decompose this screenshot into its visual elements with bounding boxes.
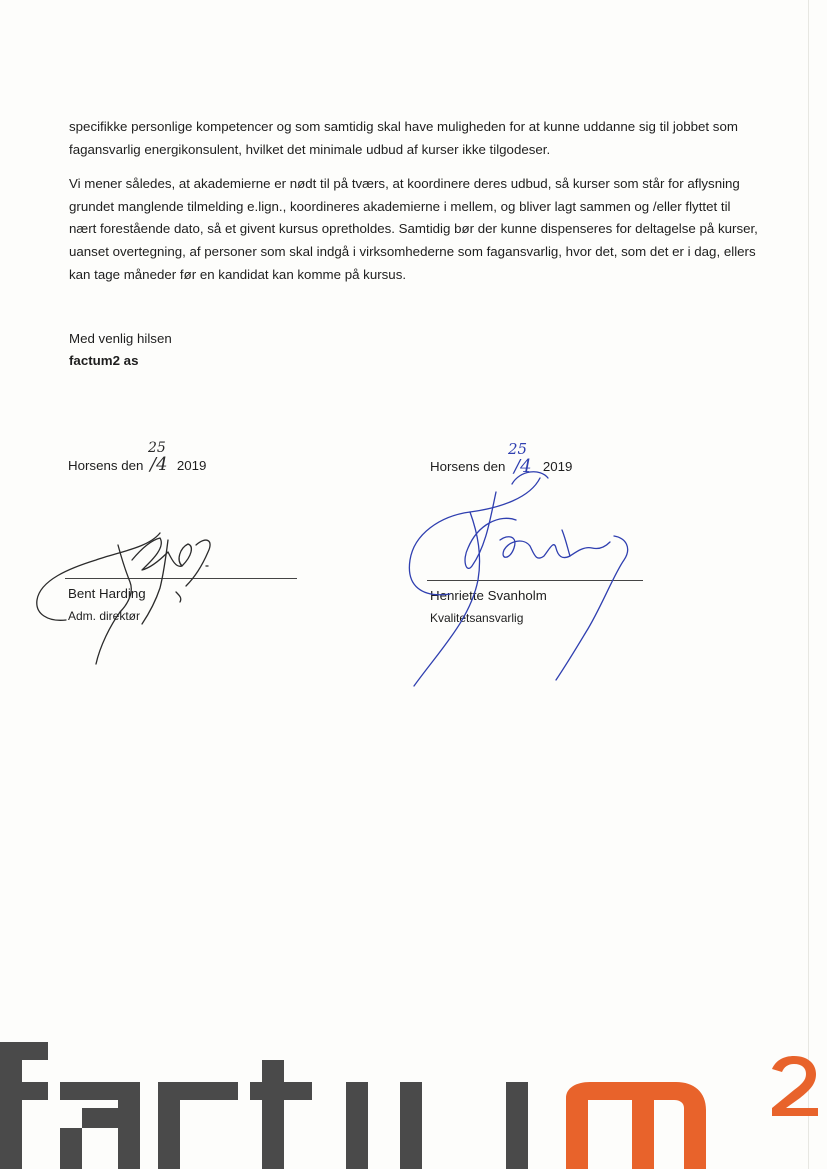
factum2-logo [0,1000,827,1169]
signature-line [427,580,643,581]
signatory-title: Adm. direktør [68,609,141,623]
signature-date [430,457,572,477]
company-name: factum2 as [69,353,139,368]
logo-wordmark [0,1042,528,1169]
handwritten-month: /4 [150,454,168,475]
paragraph-1: specifikke personlige kompetencer og som samtidig skal have muligheden for at kunne uddanne sig til jobbet som fagansvarlig energikonsulent, hvilket det minimale udbud af kurser ikke tilgodeser. [69,119,738,157]
logo-m-orange [566,1056,818,1169]
logo-superscript-2 [772,1056,818,1116]
signatory-title: Kvalitetsansvarlig [430,611,524,625]
handwritten-month: /4 [514,456,532,477]
date-year: 2019 [176,458,207,473]
signatory-name: Bent Harding [68,586,146,601]
signatory-name: Henriette Svanholm [430,588,547,603]
handwritten-day: 25 [148,440,166,456]
date-prefix: Horsens den [68,458,144,473]
date-prefix: Horsens den [430,459,506,474]
handwritten-day: 25 [508,440,528,458]
paragraph-2: Vi mener således, at akademierne er nødt til på tværs, at koordinere deres udbud, så kurser som står for aflysning grundet manglende tilmelding e.lign., koordineres akademierne i mellem, og bliver lagt sammen og /eller flyttet til nært forestående dato, så et givent kursus opretholdes. Samtidig bør der kunne dispenseres for deltagelse på kurser, uanset overtegning, af personer som skal indgå i virksomhederne som fagansvarlig, hvor det, som det er i dag, ellers kan tage måneder før en kandidat kan komme på kursus. [69,176,758,282]
date-year: 2019 [542,459,573,474]
closing-greeting: Med venlig hilsen [69,331,172,346]
